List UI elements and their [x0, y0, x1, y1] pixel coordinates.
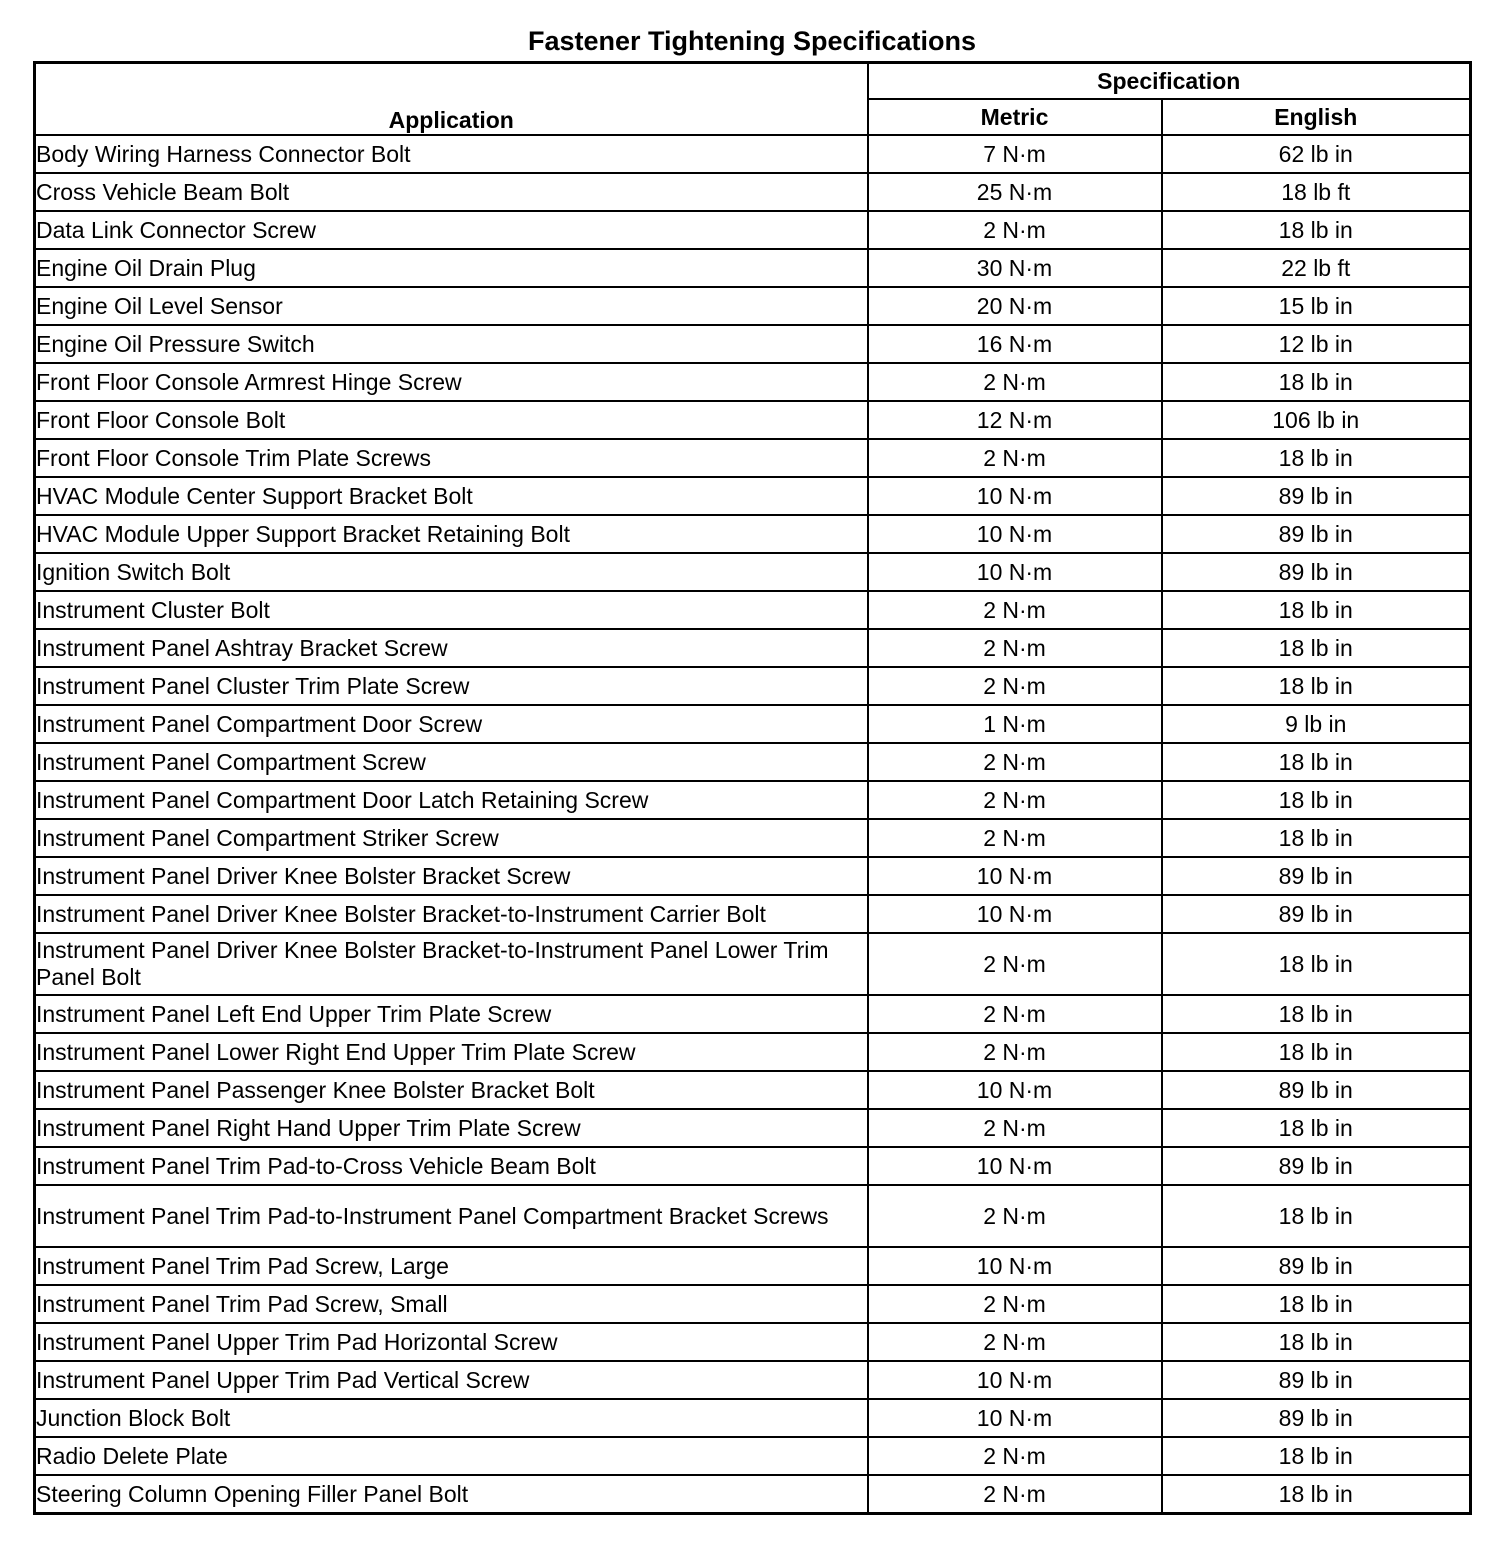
english-cell: 18 lb in — [1162, 1109, 1471, 1147]
metric-cell: 2 N·m — [868, 1033, 1162, 1071]
application-cell: Junction Block Bolt — [35, 1399, 868, 1437]
column-header-specification: Specification — [868, 63, 1471, 100]
application-cell: Cross Vehicle Beam Bolt — [35, 173, 868, 211]
application-cell: Instrument Panel Ashtray Bracket Screw — [35, 629, 868, 667]
english-cell: 89 lb in — [1162, 895, 1471, 933]
table-row — [35, 1475, 1471, 1514]
english-cell: 89 lb in — [1162, 1361, 1471, 1399]
table-row — [35, 743, 1471, 781]
english-cell: 18 lb in — [1162, 667, 1471, 705]
table-title: Fastener Tightening Specifications — [527, 26, 977, 56]
application-cell: Instrument Panel Lower Right End Upper Trim Plate Screw — [35, 1033, 868, 1071]
application-cell: Instrument Panel Upper Trim Pad Vertical Screw — [35, 1361, 868, 1399]
table-row — [35, 1147, 1471, 1185]
application-cell: Instrument Panel Passenger Knee Bolster Bracket Bolt — [35, 1071, 868, 1109]
application-cell: Instrument Panel Cluster Trim Plate Screw — [35, 667, 868, 705]
table-row — [35, 1399, 1471, 1437]
application-cell: Instrument Panel Trim Pad-to-Instrument Panel Compartment Bracket Screws — [35, 1185, 868, 1247]
application-cell: Instrument Panel Trim Pad Screw, Small — [35, 1285, 868, 1323]
english-cell: 18 lb ft — [1162, 173, 1471, 211]
english-cell: 18 lb in — [1162, 1475, 1471, 1514]
english-cell: 12 lb in — [1162, 325, 1471, 363]
application-cell: Instrument Panel Trim Pad Screw, Large — [35, 1247, 868, 1285]
english-cell: 89 lb in — [1162, 1247, 1471, 1285]
table-body — [35, 135, 1471, 1514]
english-cell: 18 lb in — [1162, 1185, 1471, 1247]
metric-cell: 2 N·m — [868, 933, 1162, 995]
english-cell: 18 lb in — [1162, 995, 1471, 1033]
metric-cell: 10 N·m — [868, 895, 1162, 933]
application-cell: Instrument Panel Trim Pad-to-Cross Vehicle Beam Bolt — [35, 1147, 868, 1185]
application-cell: Instrument Panel Driver Knee Bolster Bracket-to-Instrument Carrier Bolt — [35, 895, 868, 933]
metric-cell: 2 N·m — [868, 819, 1162, 857]
english-cell: 18 lb in — [1162, 1033, 1471, 1071]
english-cell: 18 lb in — [1162, 363, 1471, 401]
table-row — [35, 439, 1471, 477]
metric-cell: 10 N·m — [868, 1247, 1162, 1285]
metric-cell: 2 N·m — [868, 1323, 1162, 1361]
table-row — [35, 287, 1471, 325]
english-cell: 89 lb in — [1162, 1071, 1471, 1109]
metric-cell: 25 N·m — [868, 173, 1162, 211]
metric-cell: 10 N·m — [868, 1361, 1162, 1399]
english-cell: 18 lb in — [1162, 439, 1471, 477]
table-row — [35, 933, 1471, 995]
column-header-metric: Metric — [868, 99, 1162, 135]
metric-cell: 2 N·m — [868, 743, 1162, 781]
english-cell: 18 lb in — [1162, 933, 1471, 995]
english-cell: 18 lb in — [1162, 591, 1471, 629]
metric-cell: 30 N·m — [868, 249, 1162, 287]
metric-cell: 2 N·m — [868, 591, 1162, 629]
metric-cell: 10 N·m — [868, 857, 1162, 895]
metric-cell: 16 N·m — [868, 325, 1162, 363]
table-row — [35, 705, 1471, 743]
table-row — [35, 515, 1471, 553]
table-row — [35, 995, 1471, 1033]
table-row — [35, 857, 1471, 895]
metric-cell: 1 N·m — [868, 705, 1162, 743]
metric-cell: 10 N·m — [868, 477, 1162, 515]
table-row — [35, 1033, 1471, 1071]
application-cell: Radio Delete Plate — [35, 1437, 868, 1475]
table-row — [35, 173, 1471, 211]
table-row — [35, 211, 1471, 249]
metric-cell: 10 N·m — [868, 1147, 1162, 1185]
application-cell: Instrument Panel Compartment Striker Screw — [35, 819, 868, 857]
fastener-spec-table — [33, 61, 1472, 1515]
english-cell: 89 lb in — [1162, 857, 1471, 895]
english-cell: 18 lb in — [1162, 1323, 1471, 1361]
metric-cell: 20 N·m — [868, 287, 1162, 325]
table-row — [35, 1323, 1471, 1361]
application-cell: Engine Oil Pressure Switch — [35, 325, 868, 363]
metric-cell: 2 N·m — [868, 667, 1162, 705]
column-header-application: Application — [35, 63, 868, 136]
table-row — [35, 1185, 1471, 1247]
application-cell: Instrument Panel Upper Trim Pad Horizontal Screw — [35, 1323, 868, 1361]
metric-cell: 2 N·m — [868, 1437, 1162, 1475]
application-cell: Instrument Panel Right Hand Upper Trim Plate Screw — [35, 1109, 868, 1147]
application-cell: Instrument Cluster Bolt — [35, 591, 868, 629]
application-cell: Instrument Panel Driver Knee Bolster Bracket-to-Instrument Panel Lower Trim Panel Bolt — [35, 933, 868, 995]
table-row — [35, 1071, 1471, 1109]
metric-cell: 10 N·m — [868, 553, 1162, 591]
english-cell: 18 lb in — [1162, 743, 1471, 781]
application-cell: Front Floor Console Armrest Hinge Screw — [35, 363, 868, 401]
english-cell: 89 lb in — [1162, 553, 1471, 591]
metric-cell: 12 N·m — [868, 401, 1162, 439]
table-row — [35, 1361, 1471, 1399]
application-cell: Instrument Panel Compartment Door Latch Retaining Screw — [35, 781, 868, 819]
metric-cell: 2 N·m — [868, 1185, 1162, 1247]
table-row — [35, 249, 1471, 287]
table-row — [35, 591, 1471, 629]
english-cell: 18 lb in — [1162, 211, 1471, 249]
application-cell: Instrument Panel Driver Knee Bolster Bracket Screw — [35, 857, 868, 895]
table-row — [35, 363, 1471, 401]
metric-cell: 2 N·m — [868, 211, 1162, 249]
application-cell: Engine Oil Level Sensor — [35, 287, 868, 325]
metric-cell: 10 N·m — [868, 1399, 1162, 1437]
english-cell: 18 lb in — [1162, 781, 1471, 819]
english-cell: 18 lb in — [1162, 1285, 1471, 1323]
english-cell: 18 lb in — [1162, 629, 1471, 667]
english-cell: 89 lb in — [1162, 515, 1471, 553]
english-cell: 15 lb in — [1162, 287, 1471, 325]
header-row-top — [35, 63, 1471, 100]
application-cell: Instrument Panel Left End Upper Trim Plate Screw — [35, 995, 868, 1033]
table-row — [35, 401, 1471, 439]
table-row — [35, 135, 1471, 173]
metric-cell: 2 N·m — [868, 1109, 1162, 1147]
application-cell: Steering Column Opening Filler Panel Bolt — [35, 1475, 868, 1514]
application-cell: Front Floor Console Bolt — [35, 401, 868, 439]
english-cell: 18 lb in — [1162, 819, 1471, 857]
metric-cell: 2 N·m — [868, 1285, 1162, 1323]
application-cell: Body Wiring Harness Connector Bolt — [35, 135, 868, 173]
english-cell: 62 lb in — [1162, 135, 1471, 173]
application-cell: HVAC Module Center Support Bracket Bolt — [35, 477, 868, 515]
metric-cell: 2 N·m — [868, 363, 1162, 401]
application-cell: Ignition Switch Bolt — [35, 553, 868, 591]
application-cell: Front Floor Console Trim Plate Screws — [35, 439, 868, 477]
table-row — [35, 667, 1471, 705]
table-row — [35, 819, 1471, 857]
english-cell: 18 lb in — [1162, 1437, 1471, 1475]
table-row — [35, 629, 1471, 667]
table-row — [35, 477, 1471, 515]
table-row — [35, 1247, 1471, 1285]
table-row — [35, 1285, 1471, 1323]
english-cell: 22 lb ft — [1162, 249, 1471, 287]
english-cell: 89 lb in — [1162, 1147, 1471, 1185]
table-row — [35, 325, 1471, 363]
english-cell: 9 lb in — [1162, 705, 1471, 743]
metric-cell: 2 N·m — [868, 781, 1162, 819]
table-row — [35, 553, 1471, 591]
application-cell: Instrument Panel Compartment Door Screw — [35, 705, 868, 743]
table-row — [35, 1109, 1471, 1147]
metric-cell: 2 N·m — [868, 995, 1162, 1033]
english-cell: 89 lb in — [1162, 477, 1471, 515]
table-row — [35, 895, 1471, 933]
english-cell: 106 lb in — [1162, 401, 1471, 439]
application-cell: Engine Oil Drain Plug — [35, 249, 868, 287]
metric-cell: 2 N·m — [868, 1475, 1162, 1514]
metric-cell: 2 N·m — [868, 629, 1162, 667]
column-header-english: English — [1162, 99, 1471, 135]
metric-cell: 10 N·m — [868, 1071, 1162, 1109]
metric-cell: 7 N·m — [868, 135, 1162, 173]
application-cell: HVAC Module Upper Support Bracket Retaining Bolt — [35, 515, 868, 553]
application-cell: Data Link Connector Screw — [35, 211, 868, 249]
english-cell: 89 lb in — [1162, 1399, 1471, 1437]
table-row — [35, 781, 1471, 819]
metric-cell: 2 N·m — [868, 439, 1162, 477]
application-cell: Instrument Panel Compartment Screw — [35, 743, 868, 781]
metric-cell: 10 N·m — [868, 515, 1162, 553]
table-row — [35, 1437, 1471, 1475]
